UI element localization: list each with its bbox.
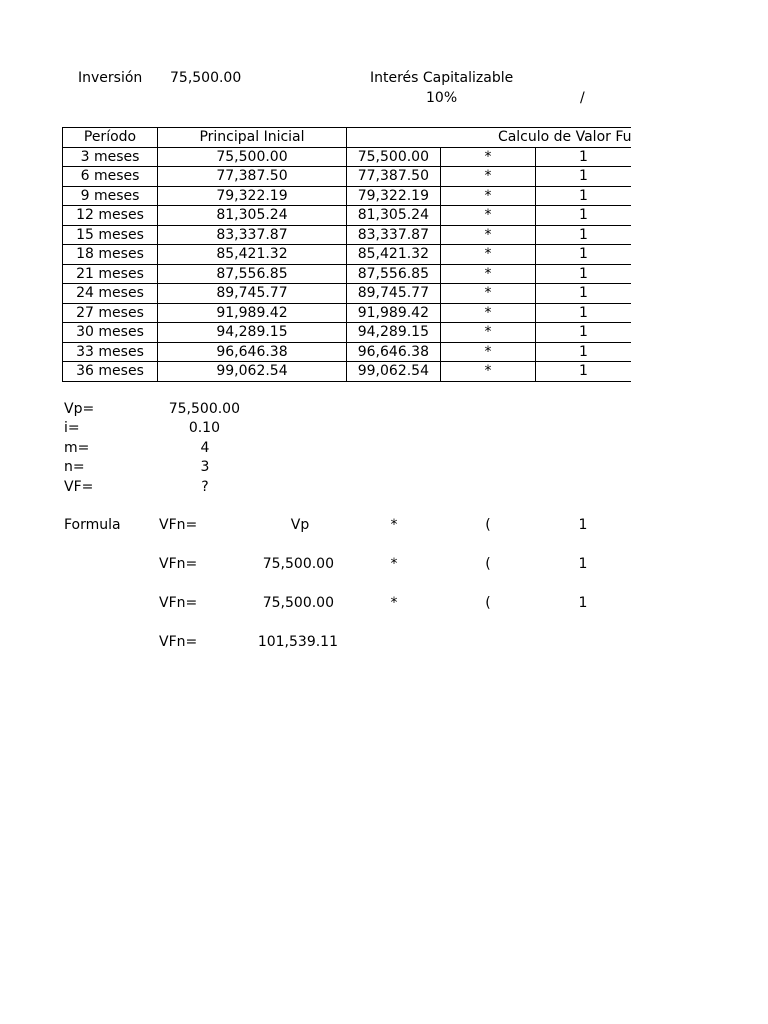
operator-cell: * [441, 303, 536, 323]
one-cell: 1 [536, 264, 632, 284]
principal-cell: 83,337.87 [158, 225, 347, 245]
table-row [63, 342, 632, 362]
formula-lhs-1: VFn= [159, 517, 198, 533]
period-cell: 21 meses [63, 264, 158, 284]
table-row [63, 284, 632, 304]
calc-value-cell: 77,387.50 [347, 167, 441, 187]
operator-cell: * [441, 167, 536, 187]
future-value-table [62, 127, 631, 382]
period-cell: 36 meses [63, 362, 158, 382]
table-row [63, 147, 632, 167]
var-label-vp: Vp= [64, 401, 95, 417]
formula-lhs-3: VFn= [159, 595, 198, 611]
header-principal: Principal Inicial [158, 128, 347, 148]
interest-label: Interés Capitalizable [370, 70, 514, 86]
period-cell: 12 meses [63, 206, 158, 226]
formula-one-1: 1 [578, 517, 588, 533]
period-cell: 18 meses [63, 245, 158, 265]
one-cell: 1 [536, 186, 632, 206]
formula-op-2: * [390, 556, 398, 572]
period-cell: 24 meses [63, 284, 158, 304]
calc-value-cell: 89,745.77 [347, 284, 441, 304]
one-cell: 1 [536, 147, 632, 167]
table-header-row [63, 128, 632, 148]
calc-value-cell: 99,062.54 [347, 362, 441, 382]
formula-term-2: 75,500.00 [262, 556, 334, 572]
var-value-vp: 75,500.00 [168, 401, 240, 417]
var-value-i: 0.10 [188, 420, 220, 436]
table-row [63, 303, 632, 323]
table-row [63, 264, 632, 284]
formula-op-1: * [390, 517, 398, 533]
formula-op-3: * [390, 595, 398, 611]
var-label-m: m= [64, 440, 90, 456]
table-row [63, 206, 632, 226]
principal-cell: 75,500.00 [158, 147, 347, 167]
investment-value: 75,500.00 [170, 70, 242, 86]
operator-cell: * [441, 362, 536, 382]
period-cell: 9 meses [63, 186, 158, 206]
formula-paren-1: ( [485, 517, 491, 533]
principal-cell: 94,289.15 [158, 323, 347, 343]
one-cell: 1 [536, 303, 632, 323]
operator-cell: * [441, 342, 536, 362]
operator-cell: * [441, 284, 536, 304]
period-cell: 30 meses [63, 323, 158, 343]
one-cell: 1 [536, 225, 632, 245]
var-value-vf: ? [201, 479, 209, 495]
table-row [63, 362, 632, 382]
one-cell: 1 [536, 284, 632, 304]
calc-value-cell: 83,337.87 [347, 225, 441, 245]
formula-one-3: 1 [578, 595, 588, 611]
one-cell: 1 [536, 323, 632, 343]
calc-value-cell: 75,500.00 [347, 147, 441, 167]
one-cell: 1 [536, 167, 632, 187]
var-label-vf: VF= [64, 479, 94, 495]
formula-term-1: Vp [290, 517, 310, 533]
period-cell: 15 meses [63, 225, 158, 245]
calc-value-cell: 79,322.19 [347, 186, 441, 206]
formula-paren-3: ( [485, 595, 491, 611]
principal-cell: 85,421.32 [158, 245, 347, 265]
table-row [63, 186, 632, 206]
principal-cell: 96,646.38 [158, 342, 347, 362]
var-label-i: i= [64, 420, 80, 436]
slash-symbol: / [580, 90, 585, 106]
period-cell: 3 meses [63, 147, 158, 167]
header-period: Período [63, 128, 158, 148]
period-cell: 6 meses [63, 167, 158, 187]
formula-lhs-4: VFn= [159, 634, 198, 650]
operator-cell: * [441, 264, 536, 284]
operator-cell: * [441, 245, 536, 265]
one-cell: 1 [536, 206, 632, 226]
one-cell: 1 [536, 362, 632, 382]
formula-term-3: 75,500.00 [262, 595, 334, 611]
formula-one-2: 1 [578, 556, 588, 572]
period-cell: 33 meses [63, 342, 158, 362]
formula-lhs-2: VFn= [159, 556, 198, 572]
operator-cell: * [441, 225, 536, 245]
var-label-n: n= [64, 459, 85, 475]
calc-value-cell: 81,305.24 [347, 206, 441, 226]
header-calc: Calculo de Valor Fu [347, 128, 632, 148]
principal-cell: 81,305.24 [158, 206, 347, 226]
calc-value-cell: 94,289.15 [347, 323, 441, 343]
one-cell: 1 [536, 342, 632, 362]
var-value-n: 3 [200, 459, 210, 475]
interest-rate: 10% [426, 90, 458, 106]
formula-result: 101,539.11 [257, 634, 338, 650]
table-row [63, 245, 632, 265]
operator-cell: * [441, 186, 536, 206]
one-cell: 1 [536, 245, 632, 265]
principal-cell: 87,556.85 [158, 264, 347, 284]
table-row [63, 323, 632, 343]
calc-value-cell: 85,421.32 [347, 245, 441, 265]
investment-label: Inversión [78, 70, 143, 86]
var-value-m: 4 [200, 440, 210, 456]
operator-cell: * [441, 206, 536, 226]
formula-label: Formula [64, 517, 121, 533]
calc-value-cell: 96,646.38 [347, 342, 441, 362]
calc-value-cell: 91,989.42 [347, 303, 441, 323]
operator-cell: * [441, 147, 536, 167]
formula-paren-2: ( [485, 556, 491, 572]
principal-cell: 91,989.42 [158, 303, 347, 323]
table-row [63, 225, 632, 245]
principal-cell: 79,322.19 [158, 186, 347, 206]
principal-cell: 77,387.50 [158, 167, 347, 187]
operator-cell: * [441, 323, 536, 343]
table-row [63, 167, 632, 187]
principal-cell: 89,745.77 [158, 284, 347, 304]
period-cell: 27 meses [63, 303, 158, 323]
principal-cell: 99,062.54 [158, 362, 347, 382]
calc-value-cell: 87,556.85 [347, 264, 441, 284]
